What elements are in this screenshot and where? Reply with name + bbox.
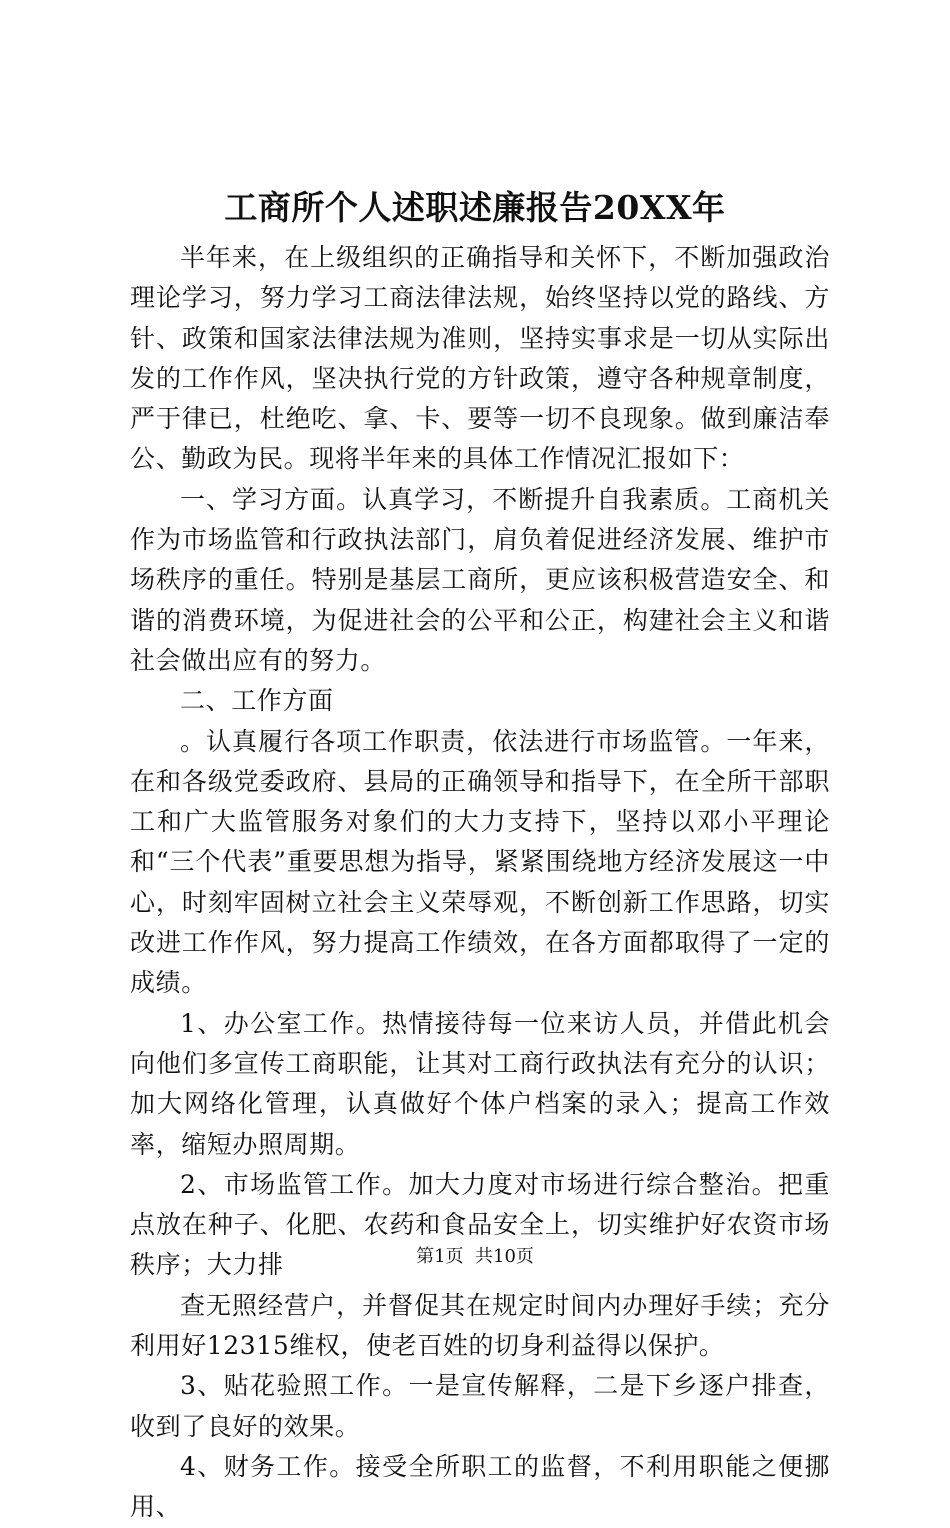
paragraph-work-duties: 。认真履行各项工作职责，依法进行市场监管。一年来，在和各级党委政府、县局的正确领导和指导下，在全所干部职工和广大监管服务对象们的大力支持下，坚持以邓小平理论和“三个代表”重要思想为指导，紧紧围绕地方经济发展这一中心，时刻牢固树立社会主义荣辱观，不断创新工作思路，切实改进工作作风，努力提高工作绩效，在各方面都取得了一定的成绩。 (130, 726, 830, 998)
paragraph-license-check: 3、贴花验照工作。一是宣传解释，二是下乡逐户排查，收到了良好的效果。 (130, 1371, 830, 1441)
paragraph-work-heading: 二、工作方面 (180, 686, 334, 716)
document-body (130, 238, 830, 1528)
paragraph-intro: 半年来，在上级组织的正确指导和关怀下，不断加强政治理论学习，努力学习工商法律法规，始终坚持以党的路线、方针、政策和国家法律法规为准则，坚持实事求是一切从实际出发的工作作风，坚决执行党的方针政策，遵守各种规章制度，严于律已，杜绝吃、拿、卡、要等一切不良现象。做到廉洁奉公、勤政为民。现将半年来的具体工作情况汇报如下： (130, 243, 830, 474)
paragraph-market-supervision-cont: 查无照经营户，并督促其在规定时间内办理好手续；充分利用好12315维权，使老百姓的切身利益得以保护。 (130, 1290, 830, 1361)
paragraph-market-supervision: 2、市场监管工作。加大力度对市场进行综合整治。把重点放在种子、化肥、农药和食品安全上，切实维护好农资市场秩序；大力排 (130, 1169, 830, 1280)
paragraph-study: 一、学习方面。认真学习，不断提升自我素质。工商机关作为市场监管和行政执法部门，肩负着促进经济发展、维护市场秩序的重任。特别是基层工商所，更应该积极营造安全、和谐的消费环境，为促进社会的公平和公正，构建社会主义和谐社会做出应有的努力。 (130, 484, 830, 675)
document-title: 工商所个人述职述廉报告20XX年 (224, 188, 726, 227)
paragraph-office-work: 1、办公室工作。热情接待每一位来访人员，并借此机会向他们多宣传工商职能，让其对工商行政执法有充分的认识；加大网络化管理，认真做好个体户档案的录入；提高工作效率，缩短办照周期。 (130, 1008, 830, 1159)
page-number-footer: 第1页 共10页 (416, 1246, 534, 1267)
paragraph-finance: 4、财务工作。接受全所职工的监督，不利用职能之便挪用、 (130, 1451, 830, 1522)
